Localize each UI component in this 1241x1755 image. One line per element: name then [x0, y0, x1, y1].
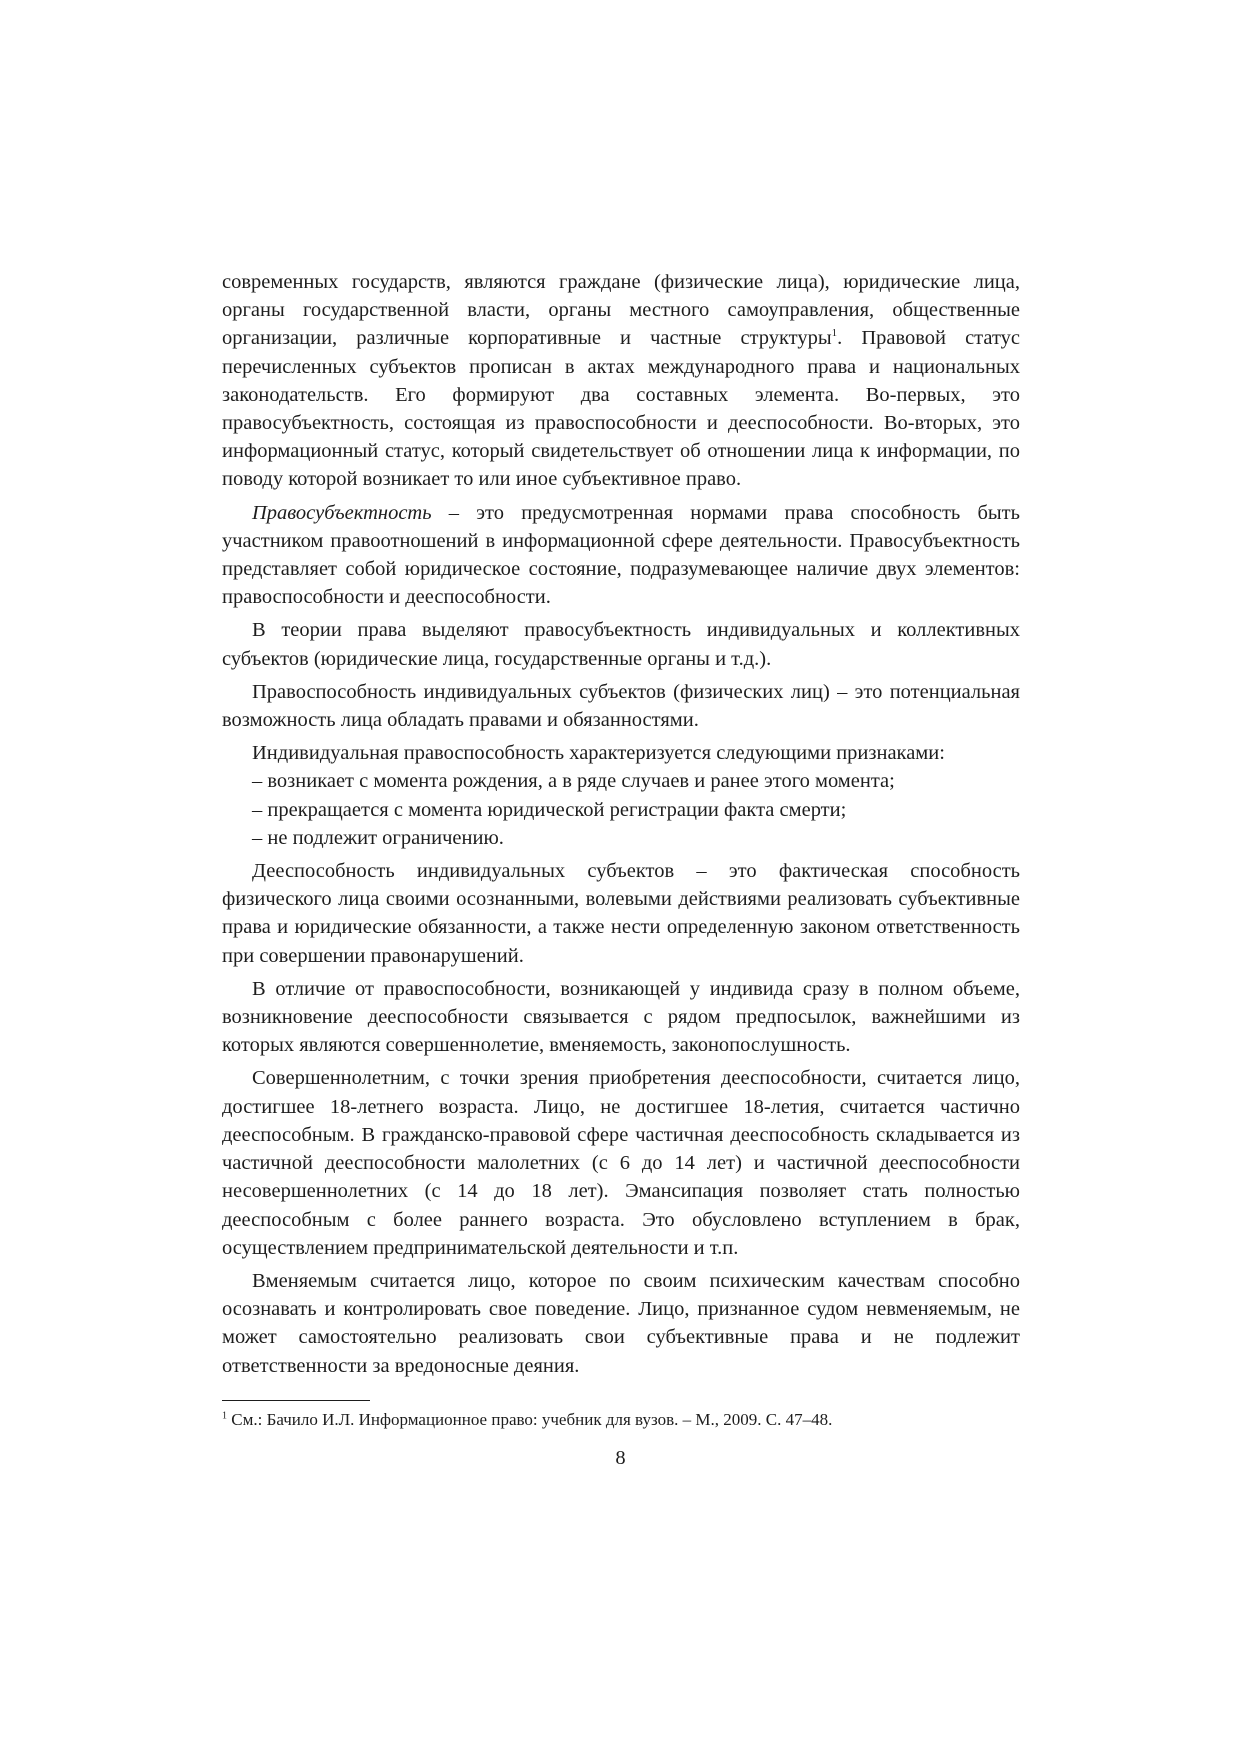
list-item-2-text: – прекращается с момента юридической регистрации факта смерти; — [252, 798, 847, 821]
list-item-1 — [222, 767, 1020, 795]
paragraph-5-text: Индивидуальная правоспособность характеризуется следующими признаками: — [252, 742, 945, 765]
paragraph-4 — [222, 678, 1020, 734]
paragraph-12 — [222, 1267, 1020, 1380]
footnote — [222, 1408, 1020, 1432]
paragraph-12-text: Вменяемым считается лицо, которое по своим психическим качествам способно осознавать и контролировать свое поведение. Лицо, признанное судом невменяемым, не может самостоятельно реализовать свои субъективные права и не подлежит ответственности за вредоносные деяния. — [222, 1269, 1020, 1377]
paragraph-4-text: Правоспособность индивидуальных субъектов (физических лиц) – это потенциальная возможность лица обладать правами и обязанностями. — [222, 680, 1020, 732]
paragraph-2-text: – это предусмотренная нормами права способность быть участником правоотношений в информационной сфере деятельности. Правосубъектность представляет собой юридическое состояние, подразумевающее наличие двух элементов: правоспособности и дееспособности. — [222, 501, 1020, 609]
paragraph-9 — [222, 857, 1020, 970]
paragraph-3 — [222, 616, 1020, 672]
paragraph-1 — [222, 268, 1020, 494]
body-text — [222, 268, 1020, 1380]
list-item-3 — [222, 824, 1020, 852]
footnote-divider — [222, 1400, 370, 1401]
paragraph-3-text: В теории права выделяют правосубъектность индивидуальных и коллективных субъектов (юридические лица, государственные органы и т.д.). — [222, 619, 1020, 670]
paragraph-2 — [222, 499, 1020, 612]
footnote-reference: 1 — [831, 327, 838, 340]
list-item-1-text: – возникает с момента рождения, а в ряде случаев и ранее этого момента; — [252, 770, 895, 793]
paragraph-10 — [222, 975, 1020, 1060]
paragraph-1-text-b: . Правовой статус перечисленных субъектов прописан в актах международного права и национальных законодательств. Его формируют два составных элемента. Во-первых, это правосубъектность, состоящая из правоспособности и дееспособности. Во-вторых, это информационный статус, который свидетельствует об отношении лица к информации, по поводу которой возникает то или иное субъективное право. — [222, 327, 1020, 491]
paragraph-1-text-a: современных государств, являются граждане (физические лица), юридические лица, органы государственной власти, органы местного самоуправления, общественные организации, различные корпоративные и частные структуры — [222, 271, 1020, 350]
term-pravosubektnost: Правосубъектность — [252, 501, 432, 524]
paragraph-10-text: В отличие от правоспособности, возникающей у индивида сразу в полном объеме, возникновение дееспособности связывается с рядом предпосылок, важнейшими из которых являются совершеннолетие, вменяемость, законопослушность. — [222, 977, 1020, 1057]
footnote-marker: 1 — [222, 1410, 227, 1422]
page-number: 8 — [615, 1447, 626, 1469]
paragraph-11 — [222, 1064, 1020, 1261]
paragraph-5 — [222, 739, 1020, 767]
list-item-2 — [222, 796, 1020, 824]
paragraph-11-text: Совершеннолетним, с точки зрения приобретения дееспособности, считается лицо, достигшее 18-летнего возраста. Лицо, не достигшее 18-летия, считается частично дееспособным. В гражданско-правовой сфере частичная дееспособность складывается из частичной дееспособности малолетних (с 6 до 14 лет) и частичной дееспособности несовершеннолетних (с 14 до 18 лет). Эмансипация позволяет стать полностью дееспособным с более раннего возраста. Это обусловлено вступлением в брак, осуществлением предпринимательской деятельности и т.п. — [222, 1067, 1020, 1259]
paragraph-9-text: Дееспособность индивидуальных субъектов – это фактическая способность физического лица своими осознанными, волевыми действиями реализовать субъективные права и юридические обязанности, а также нести определенную законом ответственность при совершении правонарушений. — [222, 860, 1020, 967]
list-item-3-text: – не подлежит ограничению. — [252, 826, 504, 849]
footnote-text: См.: Бачило И.Л. Информационное право: учебник для вузов. – М., 2009. С. 47–48. — [227, 1410, 833, 1429]
